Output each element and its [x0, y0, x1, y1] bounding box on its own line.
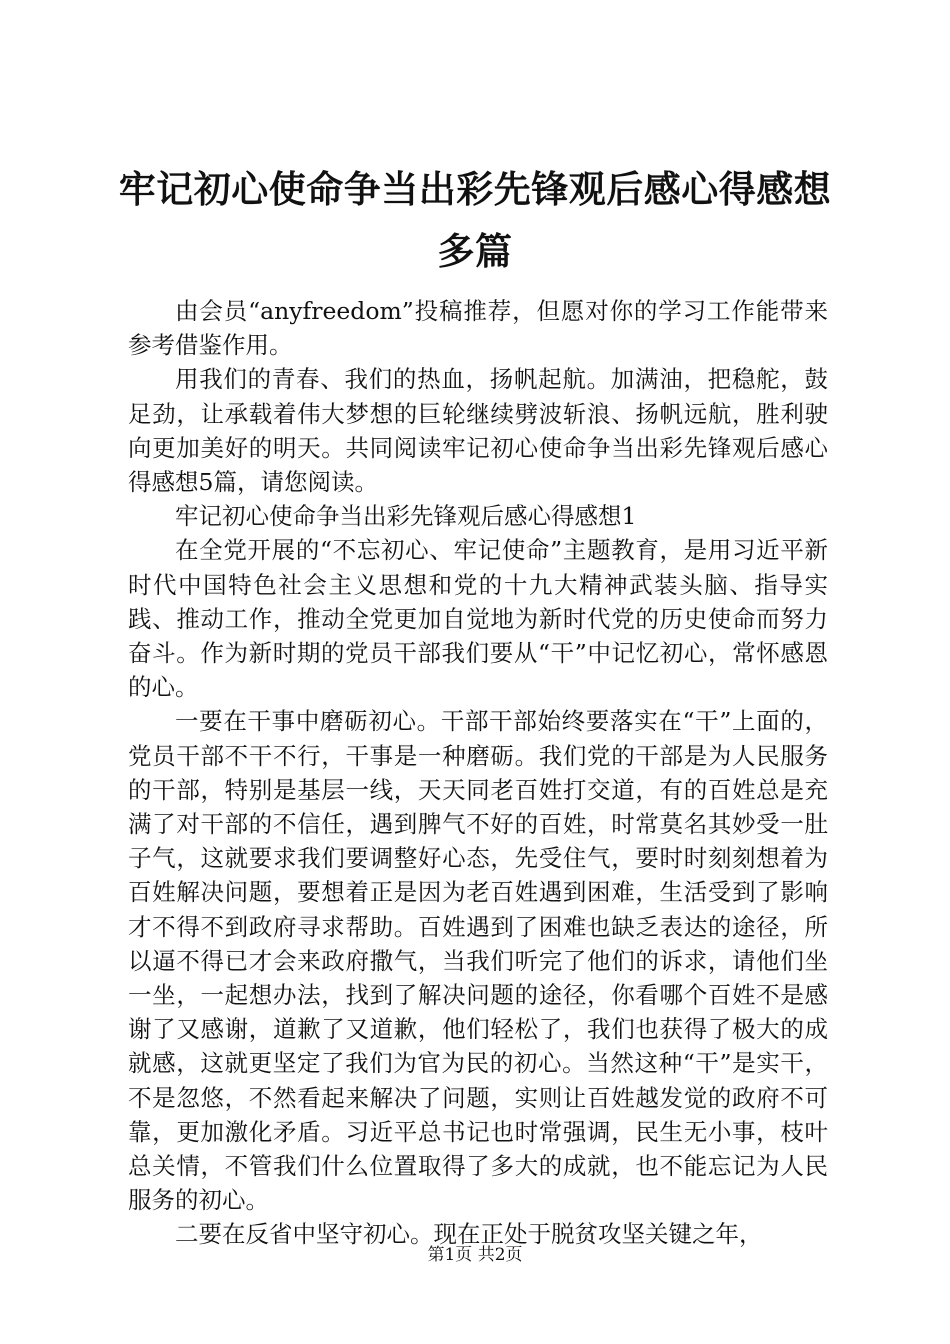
body-paragraph: 一要在干事中磨砺初心。干部干部始终要落实在“干”上面的，党员干部不干不行，干事是一种磨砺。我们党的干部是为人民服务的干部，特别是基层一线，天天同老百姓打交道，有的百姓总是充满了对干部的不信任，遇到脾气不好的百姓，时常莫名其妙受一肚子气，这就要求我们要调整好心态，先受住气，要时时刻刻想着为百姓解决问题，要想着正是因为老百姓遇到困难，生活受到了影响才不得不到政府寻求帮助。百姓遇到了困难也缺乏表达的途径，所以逼不得已才会来政府撒气，当我们听完了他们的诉求，请他们坐一坐，一起想办法，找到了解决问题的途径，你看哪个百姓不是感谢了又感谢，道歉了又道歉，他们轻松了，我们也获得了极大的成就感，这就更坚定了我们为官为民的初心。当然这种“干”是实干，不是忽悠，不然看起来解决了问题，实则让百姓越发觉的政府不可靠，更加激化矛盾。习近平总书记也时常强调，民生无小事，枝叶总关情，不管我们什么位置取得了多大的成就，也不能忘记为人民服务的初心。 [128, 707, 828, 1215]
summary-paragraph: 用我们的青春、我们的热血，扬帆起航。加满油，把稳舵，鼓足劲，让承载着伟大梦想的巨轮继续劈波斩浪、扬帆远航，胜利驶向更加美好的明天。共同阅读牢记初心使命争当出彩先锋观后感心得感想5篇，请您阅读。 [128, 365, 828, 497]
document-title: 牢记初心使命争当出彩先锋观后感心得感想多篇 [118, 167, 832, 273]
intro-paragraph: 由会员“anyfreedom”投稿推荐，但愿对你的学习工作能带来参考借鉴作用。 [128, 297, 828, 360]
document-body [128, 294, 828, 1252]
page-number-footer: 第1页 共2页 [427, 1245, 523, 1265]
body-paragraph: 在全党开展的“不忘初心、牢记使命”主题教育，是用习近平新时代中国特色社会主义思想和党的十九大精神武装头脑、指导实践、推动工作，推动全党更加自觉地为新时代党的历史使命而努力奋斗。作为新时期的党员干部我们要从“干”中记忆初心，常怀感恩的心。 [128, 536, 828, 702]
body-paragraph: 二要在反省中坚守初心。现在正处于脱贫攻坚关键之年， [175, 1220, 763, 1249]
section-heading: 牢记初心使命争当出彩先锋观后感心得感想1 [175, 502, 637, 531]
